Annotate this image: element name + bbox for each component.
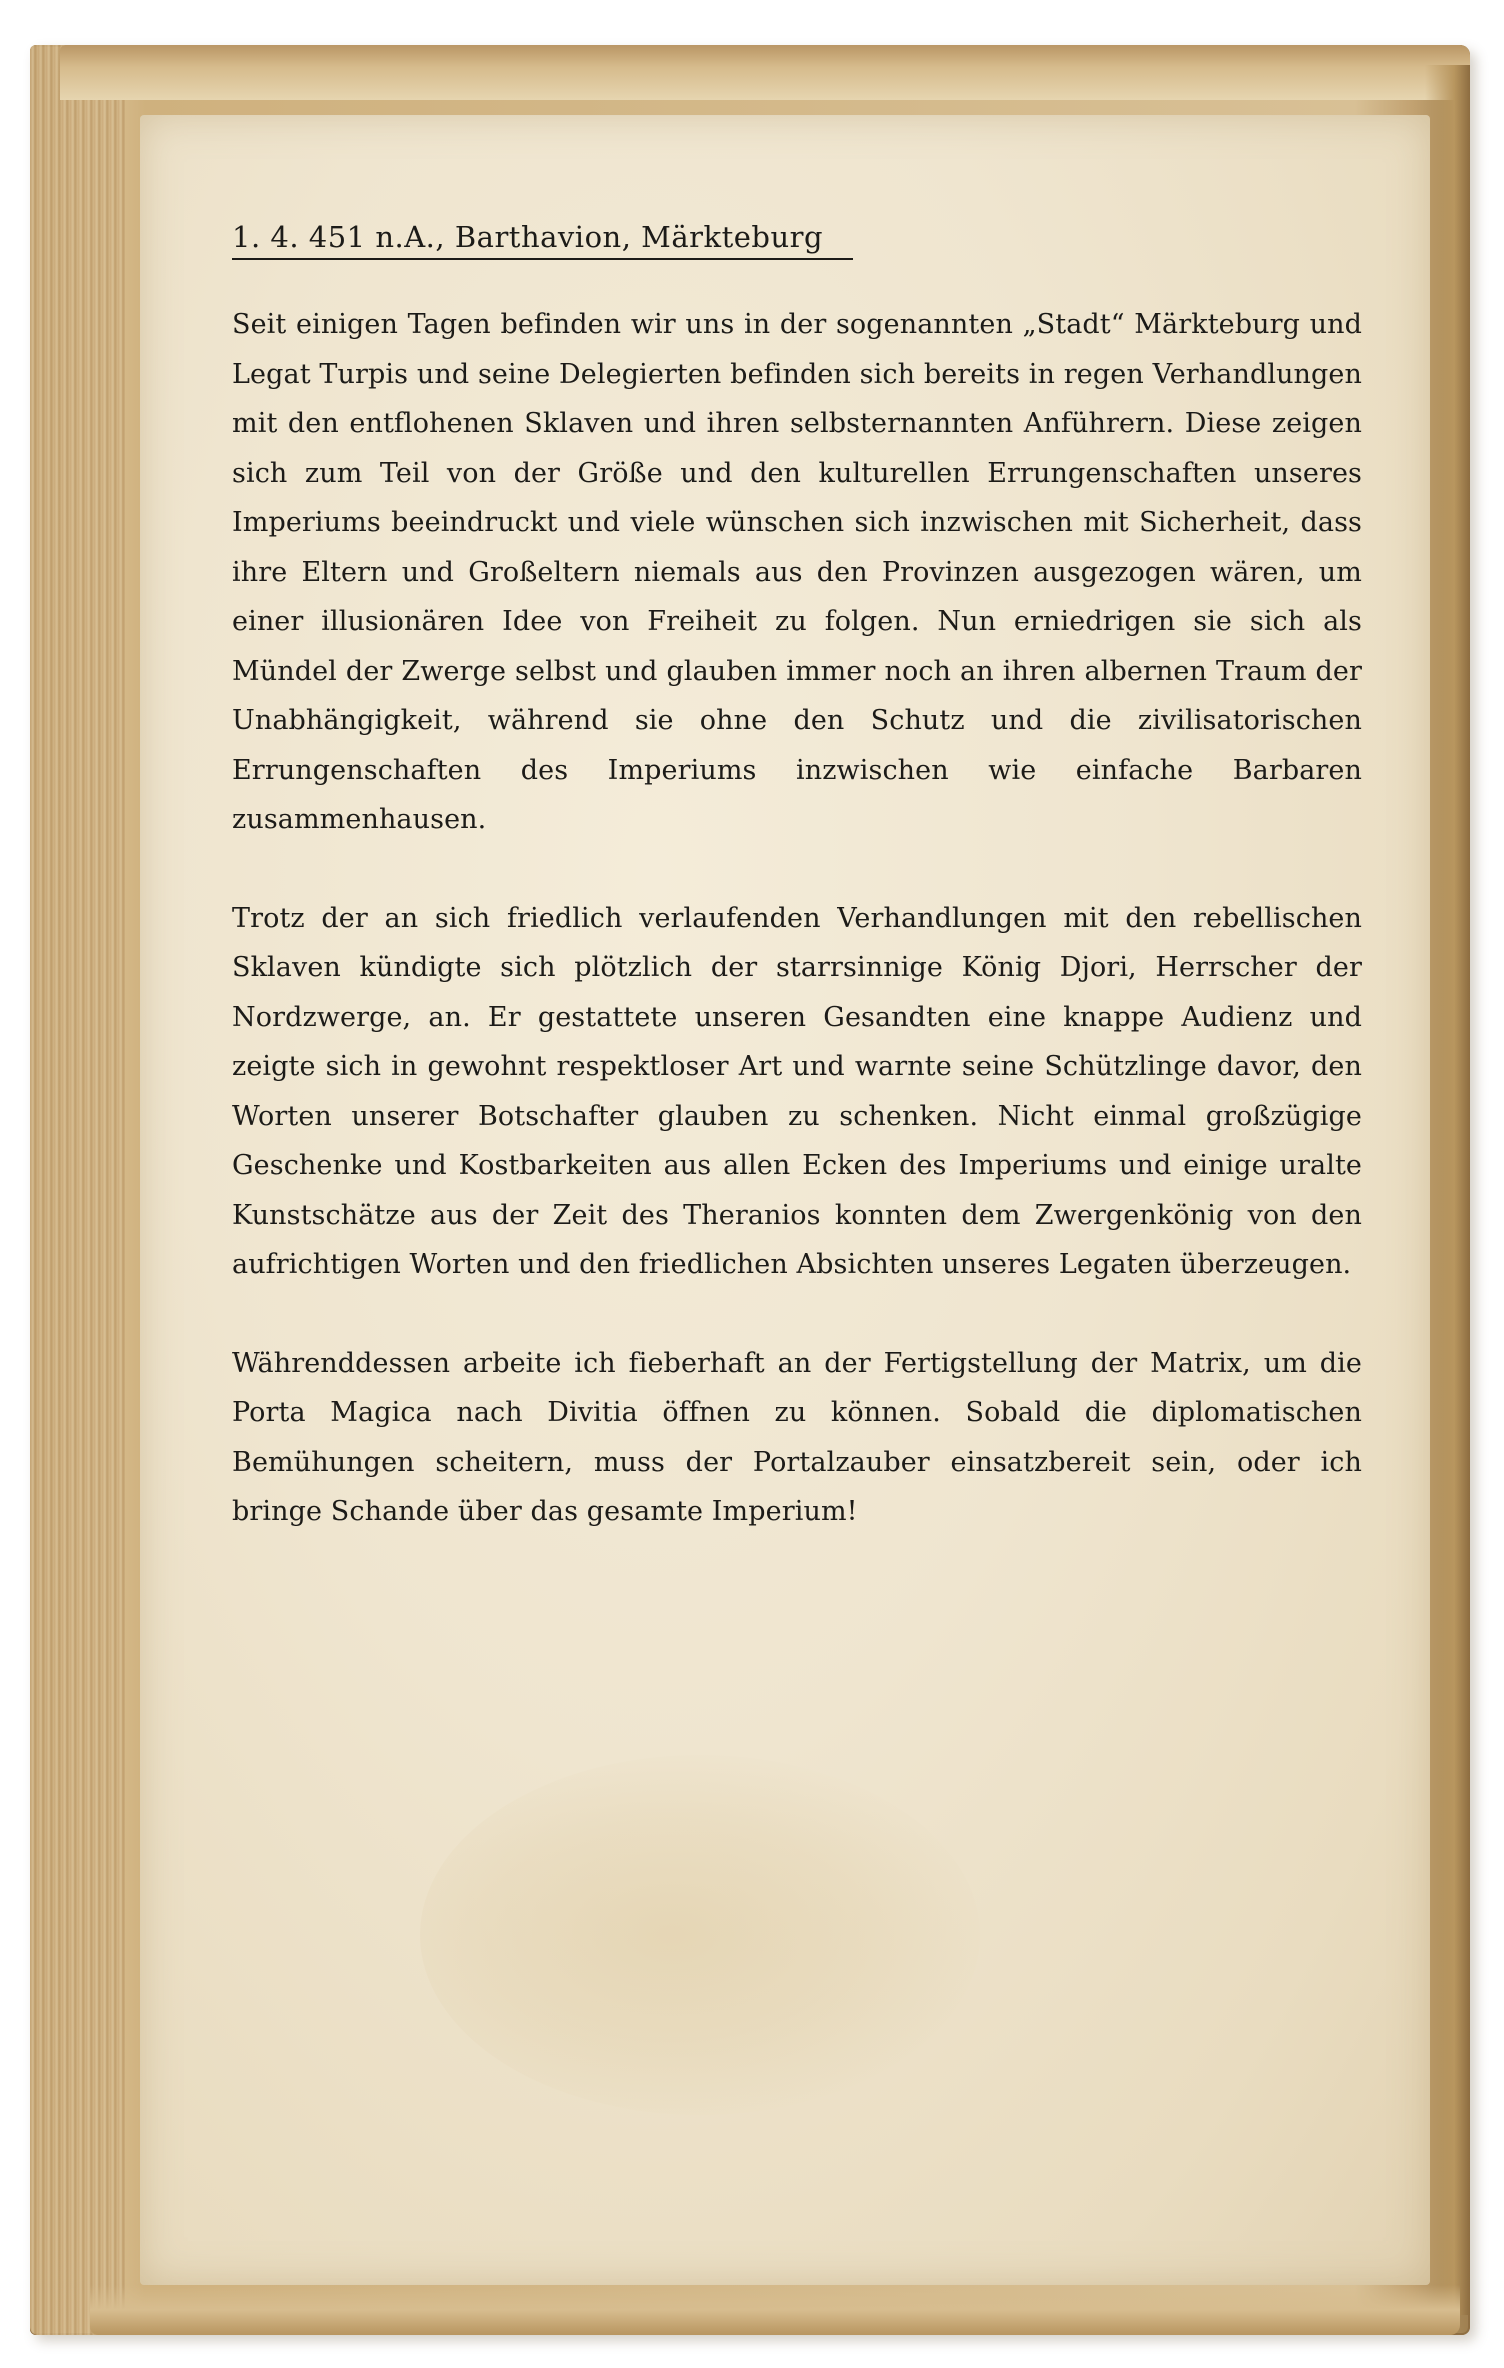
entry-paragraph-2: Trotz der an sich friedlich verlaufenden Verhandlungen mit den rebellischen Sklaven kündigte sich plötzlich der starrsinnige König Djori, Herrscher der Nordzwerge, an. Er gestattete unseren Gesandten eine knappe Audienz und zeigte sich in gewohnt respektloser Art und warnte seine Schützlinge davor, den Worten unserer Botschafter glauben zu schenken. Nicht einmal großzügige Geschenke und Kostbarkeiten aus allen Ecken des Imperiums und einige uralte Kunstschätze aus der Zeit des Theranios konnten dem Zwergenkönig von den aufrichtigen Worten und den friedlichen Absichten unseres Legaten überzeugen. — [232, 902, 1362, 1280]
book-page-edges-left — [30, 45, 125, 2335]
book-page-edges-top — [60, 45, 1470, 100]
book-page-edges-bottom — [90, 2285, 1460, 2335]
book-spine-shadow — [1425, 65, 1470, 2315]
entry-paragraph-3: Währenddessen arbeite ich fieberhaft an der Fertigstellung der Matrix, um die Porta Magica nach Divitia öffnen zu können. Sobald die diplomatischen Bemühungen scheitern, muss der Portalzauber einsatzbereit sein, oder ich bringe Schande über das gesamte Imperium! — [232, 1347, 1362, 1527]
entry-title: 1. 4. 451 n.A., Barthavion, Märkteburg — [232, 220, 853, 260]
paper-stain — [420, 1755, 980, 2115]
diary-entry — [232, 220, 1362, 1586]
entry-paragraph-1: Seit einigen Tagen befinden wir uns in der sogenannten „Stadt“ Märkteburg und Legat Turpis und seine Delegierten befinden sich bereits in regen Verhandlungen mit den entflohenen Sklaven und ihren selbsternannten Anführern. Diese zeigen sich zum Teil von der Größe und den kulturellen Errungenschaften unseres Imperiums beeindruckt und viele wünschen sich inzwischen mit Sicherheit, dass ihre Eltern und Großeltern niemals aus den Provinzen ausgezogen wären, um einer illusionären Idee von Freiheit zu folgen. Nun erniedrigen sie sich als Mündel der Zwerge selbst und glauben immer noch an ihren albernen Traum der Unabhängigkeit, während sie ohne den Schutz und die zivilisatorischen Errungenschaften des Imperiums inzwischen wie einfache Barbaren zusammenhausen. — [232, 309, 1362, 835]
